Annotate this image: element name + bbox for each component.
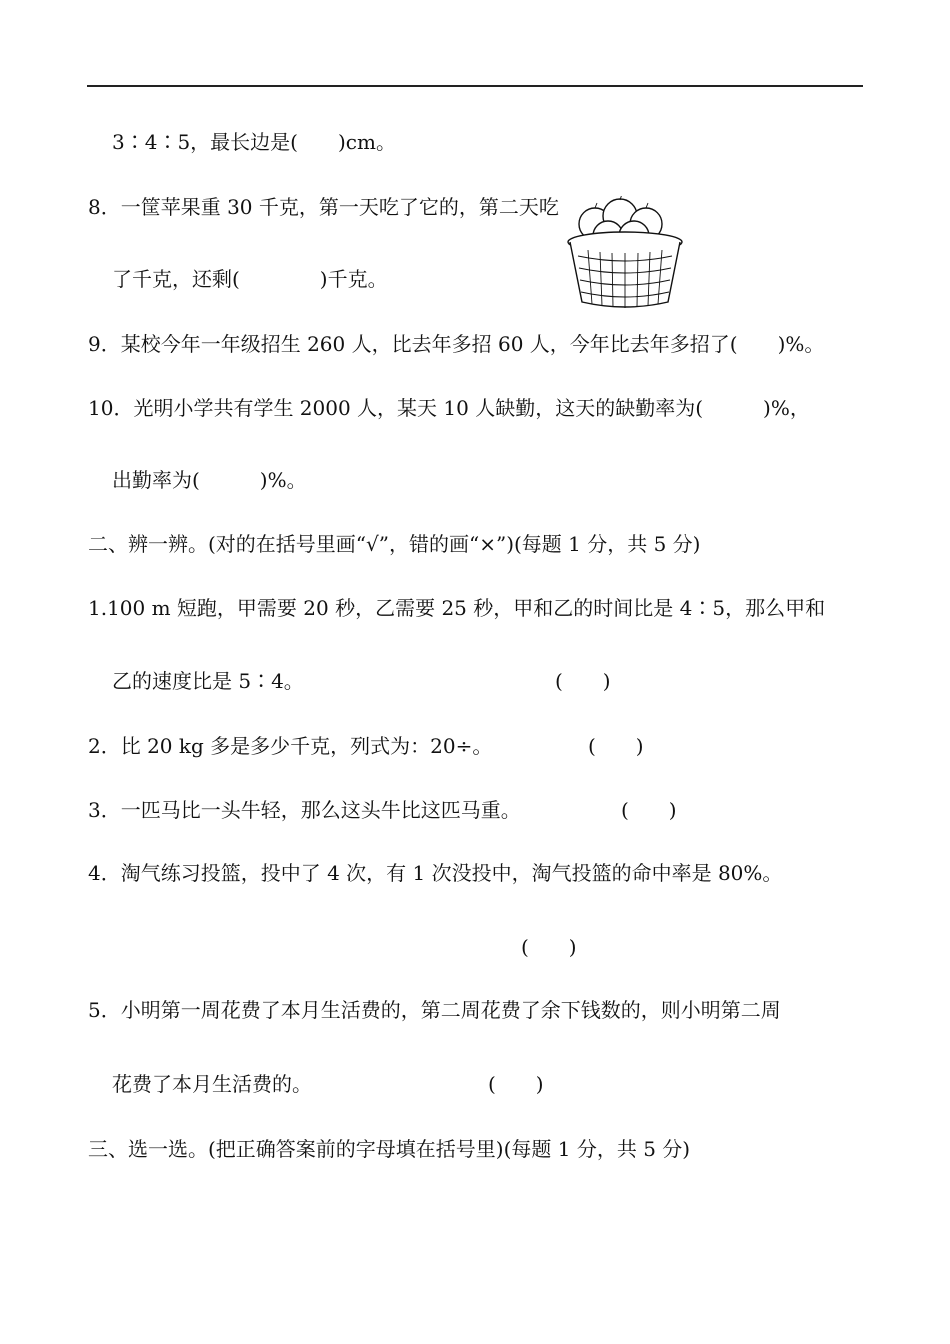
question-9: 9．某校今年一年级招生 260 人，比去年多招 60 人，今年比去年多招了( )%。 [88, 332, 825, 356]
answer-blank-1[interactable]: ( ) [555, 669, 611, 693]
answer-blank-5[interactable]: ( ) [488, 1072, 544, 1096]
section-3-heading: 三、选一选。(把正确答案前的字母填在括号里)(每题 1 分，共 5 分) [88, 1137, 691, 1161]
question-10-continuation: 出勤率为( )%。 [112, 468, 307, 492]
question-10: 10．光明小学共有学生 2000 人，某天 10 人缺勤，这天的缺勤率为( )%， [88, 396, 810, 420]
question-8: 8．一筐苹果重 30 千克，第一天吃了它的，第二天吃 [88, 195, 559, 219]
answer-blank-2[interactable]: ( ) [588, 734, 644, 758]
true-false-item-2: 2．比 20 kg 多是多少千克，列式为：20÷。 [88, 734, 493, 758]
answer-blank-3[interactable]: ( ) [621, 798, 677, 822]
answer-blank-4[interactable]: ( ) [521, 935, 577, 959]
header-rule [87, 85, 863, 87]
true-false-item-1: 1.100 m 短跑，甲需要 20 秒，乙需要 25 秒，甲和乙的时间比是 4∶5，那么甲和 [88, 596, 826, 620]
true-false-item-5-continuation: 花费了本月生活费的。 [112, 1072, 312, 1096]
true-false-item-5: 5．小明第一周花费了本月生活费的，第二周花费了余下钱数的，则小明第二周 [88, 998, 781, 1022]
apple-basket-illustration [560, 196, 690, 312]
question-8-continuation: 了千克，还剩( )千克。 [112, 267, 388, 291]
question-7-continuation: 3∶4∶5，最长边是( )cm。 [112, 130, 396, 154]
true-false-item-3: 3．一匹马比一头牛轻，那么这头牛比这匹马重。 [88, 798, 521, 822]
true-false-item-4: 4．淘气练习投篮，投中了 4 次，有 1 次没投中，淘气投篮的命中率是 80%。 [88, 861, 783, 885]
true-false-item-1-continuation: 乙的速度比是 5∶4。 [112, 669, 304, 693]
section-2-heading: 二、辨一辨。(对的在括号里画“√”，错的画“×”)(每题 1 分，共 5 分) [88, 532, 701, 556]
